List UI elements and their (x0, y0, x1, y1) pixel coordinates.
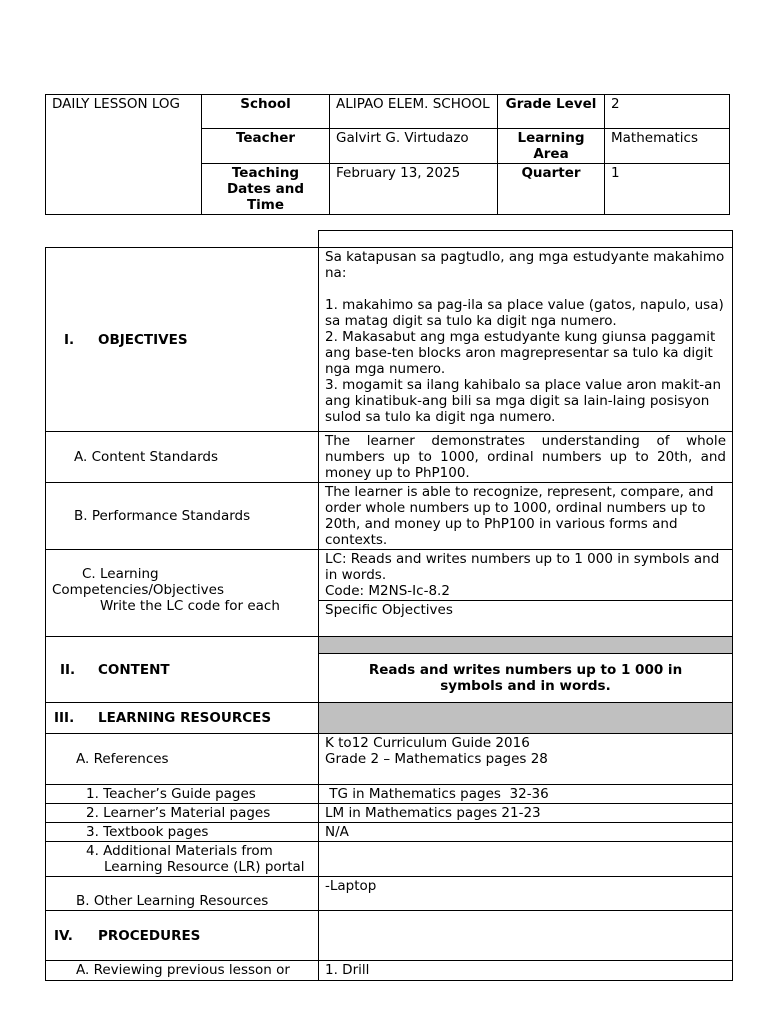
objectives-heading (46, 248, 319, 432)
content-heading-number: II. (60, 661, 76, 678)
objective-item: 3. mogamit sa ilang kahibalo sa place value aron makit-an ang kinatibuk-ang bili sa mga digit sa lain-laing posisyon sulod sa tulo ka digit nga numero. (325, 377, 721, 425)
lc-code: Code: M2NS-Ic-8.2 (325, 583, 450, 599)
references-line: K to12 Curriculum Guide 2016 (325, 735, 530, 751)
references-line: Grade 2 – Mathematics pages 28 (325, 751, 548, 767)
competencies-label-line: Write the LC code for each (100, 598, 280, 614)
tg-value: TG in Mathematics pages 32-36 (319, 785, 733, 804)
content-heading (46, 637, 319, 703)
procedures-value (319, 911, 733, 961)
dates-value: February 13, 2025 (330, 164, 498, 215)
learning-competency-cell (319, 550, 733, 601)
procedures-heading-number: IV. (54, 927, 73, 944)
school-label: School (202, 95, 330, 129)
competencies-label-line: Competencies/Objectives (52, 582, 224, 598)
learning-area-label: Learning Area (498, 129, 605, 164)
teacher-value: Galvirt G. Virtudazo (330, 129, 498, 164)
resources-heading-text: LEARNING RESOURCES (98, 710, 272, 726)
lesson-plan-table (45, 230, 733, 981)
grade-value: 2 (605, 95, 730, 129)
competencies-label (46, 550, 319, 637)
dates-label: Teaching Dates and Time (202, 164, 330, 215)
objectives-intro: Sa katapusan sa pagtudlo, ang mga estudyante makahimo na: (325, 249, 725, 281)
procedures-heading (46, 911, 319, 961)
procedures-heading-text: PROCEDURES (98, 927, 201, 944)
blank-cell (319, 231, 733, 248)
additional-materials-line: 4. Additional Materials from (86, 843, 273, 859)
objective-item: 1. makahimo sa pag-ila sa place value (gatos, napulo, usa) sa matag digit sa tulo ka digit nga numero. (325, 297, 724, 329)
competencies-label-line: C. Learning (82, 566, 159, 582)
content-standards-label: A. Content Standards (46, 432, 319, 483)
review-label: A. Reviewing previous lesson or (46, 961, 319, 981)
resources-shaded-bar (319, 703, 733, 734)
header-table (45, 94, 730, 215)
performance-standards-label: B. Performance Standards (46, 483, 319, 550)
grade-label: Grade Level (498, 95, 605, 129)
performance-standards-value: The learner is able to recognize, represent, compare, and order whole numbers up to 1000, ordinal numbers up to 20th, and money up to PhP100 in various forms and contexts. (319, 483, 733, 550)
content-value: Reads and writes numbers up to 1 000 in symbols and in words. (319, 654, 733, 703)
objectives-heading-number: I. (64, 331, 75, 348)
content-heading-text: CONTENT (98, 661, 170, 678)
teacher-label: Teacher (202, 129, 330, 164)
additional-materials-value (319, 842, 733, 877)
learning-area-value: Mathematics (605, 129, 730, 164)
lm-label: 2. Learner’s Material pages (46, 804, 319, 823)
objective-item: 2. Makasabut ang mga estudyante kung giunsa paggamit ang base-ten blocks aron magrepresentar sa tulo ka digit nga mga numero. (325, 329, 716, 377)
textbook-value: N/A (319, 823, 733, 842)
content-shaded-bar (319, 637, 733, 654)
tg-label: 1. Teacher’s Guide pages (46, 785, 319, 804)
textbook-label: 3. Textbook pages (46, 823, 319, 842)
lc-text: LC: Reads and writes numbers up to 1 000 in symbols and in words. (325, 551, 720, 583)
spacer-cell (46, 231, 319, 248)
quarter-value: 1 (605, 164, 730, 215)
lm-value: LM in Mathematics pages 21-23 (319, 804, 733, 823)
other-resources-value: -Laptop (319, 877, 733, 911)
additional-materials-label (46, 842, 319, 877)
lesson-log-title: DAILY LESSON LOG (46, 95, 202, 215)
references-cell (319, 734, 733, 785)
specific-objectives: Specific Objectives (319, 601, 733, 637)
references-label: A. References (46, 734, 319, 785)
resources-heading-number: III. (54, 710, 75, 726)
quarter-label: Quarter (498, 164, 605, 215)
school-value: ALIPAO ELEM. SCHOOL (330, 95, 498, 129)
additional-materials-line: Learning Resource (LR) portal (104, 859, 305, 875)
content-standards-value: The learner demonstrates understanding of whole numbers up to 1000, ordinal numbers up to 20th, and money up to PhP100. (319, 432, 733, 483)
objectives-heading-text: OBJECTIVES (98, 331, 188, 348)
objectives-cell (319, 248, 733, 432)
resources-heading (46, 703, 319, 734)
review-value: 1. Drill (319, 961, 733, 981)
other-resources-label: B. Other Learning Resources (46, 877, 319, 911)
